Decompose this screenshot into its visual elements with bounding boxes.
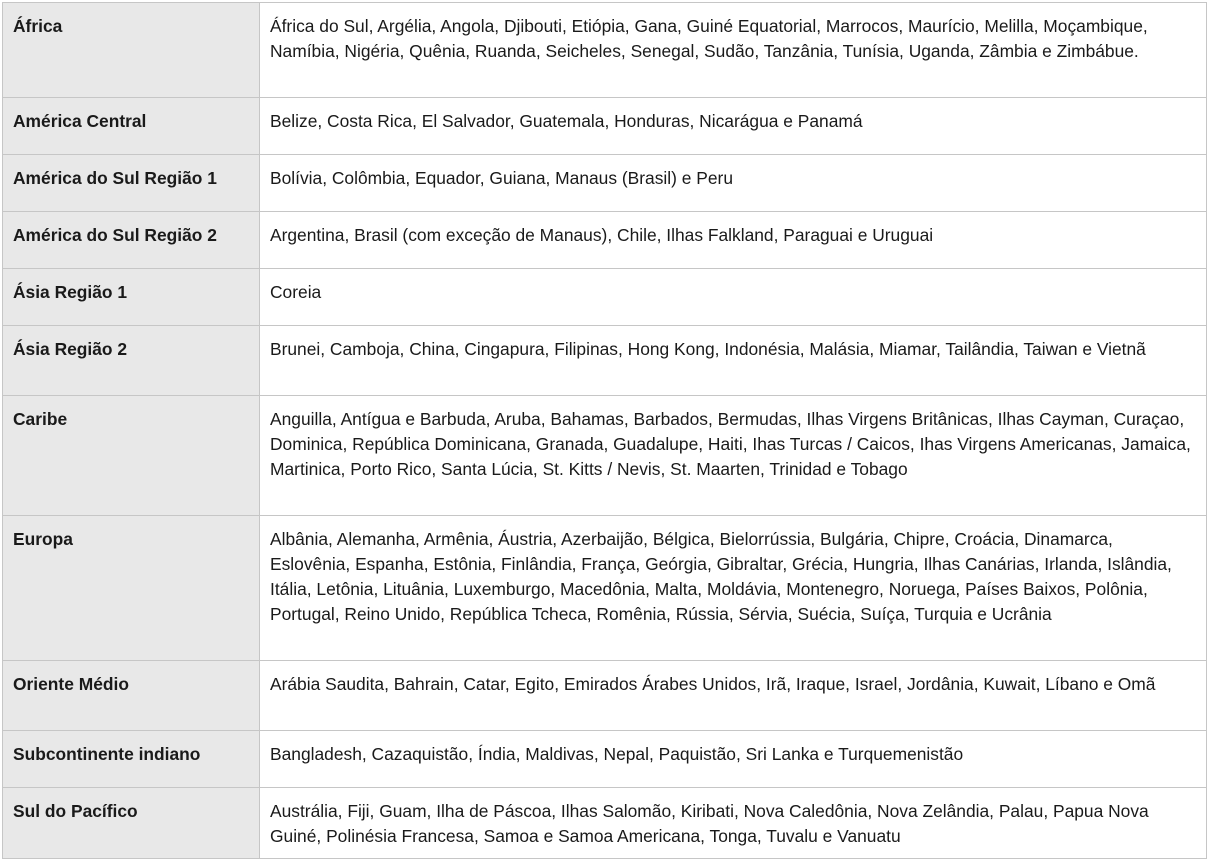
table-row [3,516,1207,661]
region-name-cell: América Central [3,98,260,155]
table-row [3,3,1207,98]
region-countries-cell: África do Sul, Argélia, Angola, Djibouti, Etiópia, Gana, Guiné Equatorial, Marrocos, Maurício, Melilla, Moçambique, Namíbia, Nigéria, Quênia, Ruanda, Seicheles, Senegal, Sudão, Tanzânia, Tunísia, Uganda, Zâmbia e Zimbábue. [260,3,1207,98]
table-row [3,212,1207,269]
region-countries-cell: Belize, Costa Rica, El Salvador, Guatemala, Honduras, Nicarágua e Panamá [260,98,1207,155]
region-countries-cell: Bangladesh, Cazaquistão, Índia, Maldivas, Nepal, Paquistão, Sri Lanka e Turquemenistão [260,731,1207,788]
region-countries-cell: Bolívia, Colômbia, Equador, Guiana, Manaus (Brasil) e Peru [260,155,1207,212]
table-row [3,788,1207,859]
region-name-cell: América do Sul Região 1 [3,155,260,212]
table-row [3,155,1207,212]
region-countries-cell: Argentina, Brasil (com exceção de Manaus), Chile, Ilhas Falkland, Paraguai e Uruguai [260,212,1207,269]
table-row [3,98,1207,155]
region-name-cell: Ásia Região 1 [3,269,260,326]
region-name-cell: Subcontinente indiano [3,731,260,788]
table-row [3,731,1207,788]
region-countries-cell: Austrália, Fiji, Guam, Ilha de Páscoa, Ilhas Salomão, Kiribati, Nova Caledônia, Nova Zelândia, Palau, Papua Nova Guiné, Polinésia Francesa, Samoa e Samoa Americana, Tonga, Tuvalu e Vanuatu [260,788,1207,859]
region-countries-cell: Albânia, Alemanha, Armênia, Áustria, Azerbaijão, Bélgica, Bielorrússia, Bulgária, Chipre, Croácia, Dinamarca, Eslovênia, Espanha, Estônia, Finlândia, França, Geórgia, Gibraltar, Grécia, Hungria, Ilhas Canárias, Irlanda, Islândia, Itália, Letônia, Lituânia, Luxemburgo, Macedônia, Malta, Moldávia, Montenegro, Noruega, Países Baixos, Polônia, Portugal, Reino Unido, República Tcheca, Romênia, Rússia, Sérvia, Suécia, Suíça, Turquia e Ucrânia [260,516,1207,661]
region-name-cell: América do Sul Região 2 [3,212,260,269]
table-row [3,396,1207,516]
region-countries-cell: Anguilla, Antígua e Barbuda, Aruba, Bahamas, Barbados, Bermudas, Ilhas Virgens Britânicas, Ilhas Cayman, Curaçao, Dominica, República Dominicana, Granada, Guadalupe, Haiti, Ihas Turcas / Caicos, Ihas Virgens Americanas, Jamaica, Martinica, Porto Rico, Santa Lúcia, St. Kitts / Nevis, St. Maarten, Trinidad e Tobago [260,396,1207,516]
region-name-cell: Oriente Médio [3,661,260,731]
table-row [3,326,1207,396]
region-countries-cell: Arábia Saudita, Bahrain, Catar, Egito, Emirados Árabes Unidos, Irã, Iraque, Israel, Jordânia, Kuwait, Líbano e Omã [260,661,1207,731]
region-countries-cell: Coreia [260,269,1207,326]
region-countries-cell: Brunei, Camboja, China, Cingapura, Filipinas, Hong Kong, Indonésia, Malásia, Miamar, Tailândia, Taiwan e Vietnã [260,326,1207,396]
region-name-cell: Europa [3,516,260,661]
region-name-cell: Caribe [3,396,260,516]
region-country-table [2,2,1207,859]
region-name-cell: África [3,3,260,98]
table-row [3,661,1207,731]
region-name-cell: Sul do Pacífico [3,788,260,859]
table-row [3,269,1207,326]
region-name-cell: Ásia Região 2 [3,326,260,396]
